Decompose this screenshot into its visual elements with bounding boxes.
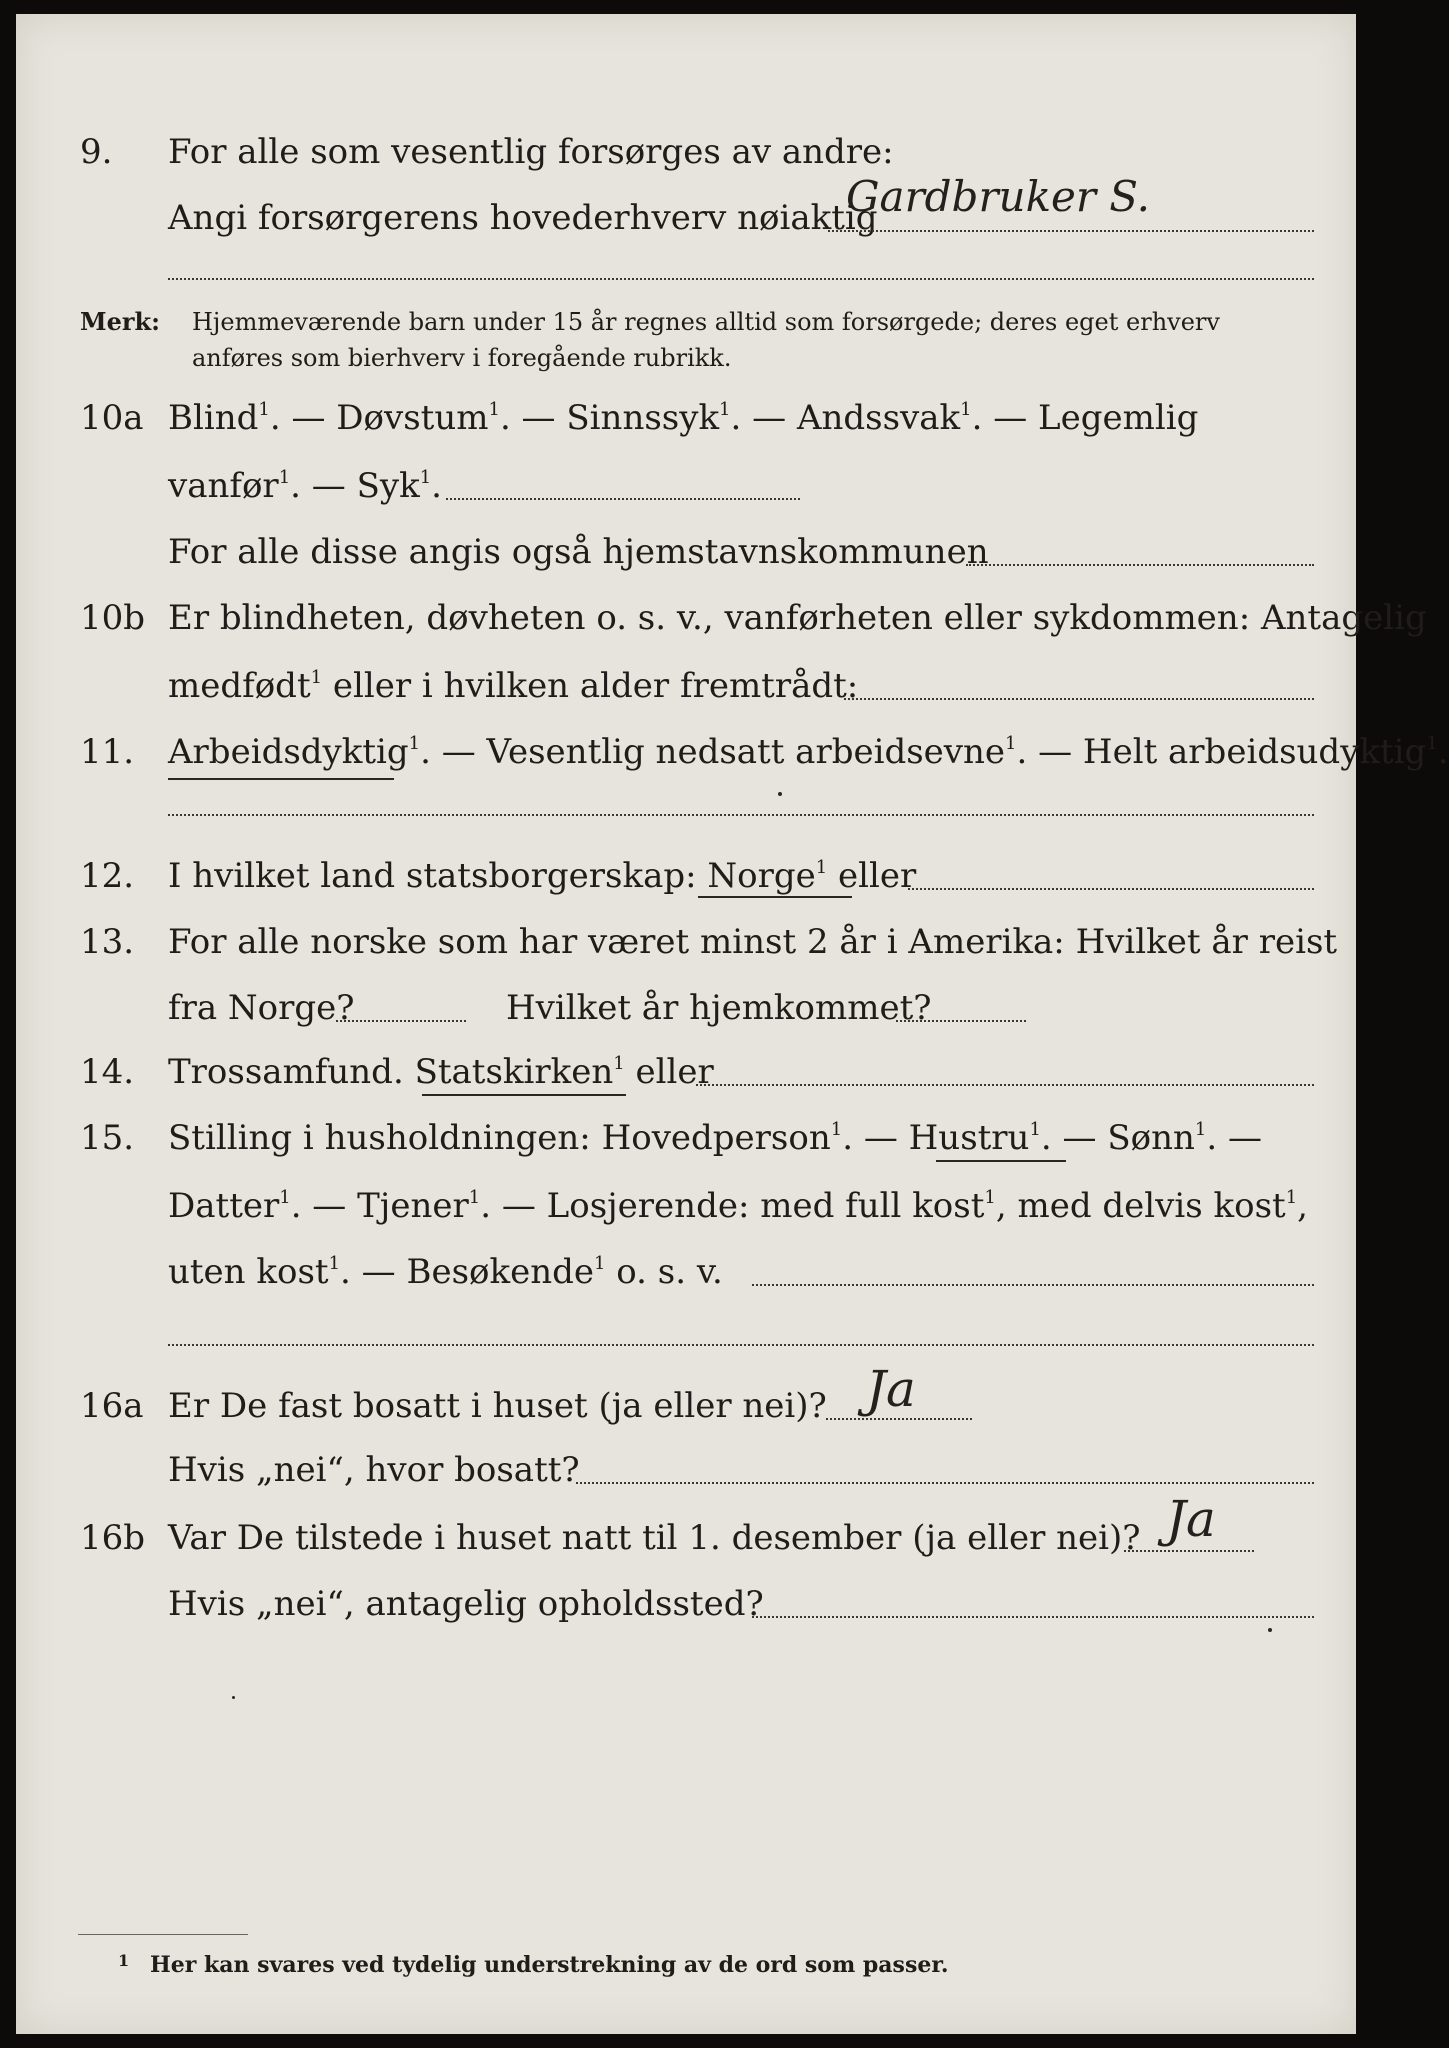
q9-question: For alle som vesentlig forsørges av andre:	[168, 132, 894, 172]
footnote-ref: 1	[279, 1187, 291, 1208]
footnote-ref: 1	[1029, 1119, 1041, 1140]
q10b-question: Er blindheten, døvheten o. s. v., vanførheten eller sykdommen: Antagelig	[168, 598, 1427, 638]
footnote-ref: 1	[488, 399, 500, 420]
q10a-syk-answer-line[interactable]	[446, 498, 800, 500]
q14-lead: Trossamfund.	[168, 1052, 404, 1092]
footnote-ref: 1	[258, 399, 270, 420]
q15-hustru-underline	[936, 1160, 1066, 1162]
footnote-ref: 1	[468, 1187, 481, 1208]
q11-arbeidsdyktig-underline	[168, 778, 394, 780]
option-vesentlig-nedsatt[interactable]: Vesentlig nedsatt arbeidsevne	[486, 732, 1006, 772]
q10a-options: Blind$^1$. — Døvstum$^1$. — Sinnssyk$^1$. — Andssvak$^1$. — Legemlig	[168, 398, 1199, 438]
option-dovstum[interactable]: Døvstum	[336, 398, 489, 438]
q14-eller: eller	[635, 1052, 714, 1092]
q14-answer-line[interactable]	[696, 1084, 1314, 1086]
q10a-hjemstavn: For alle disse angis også hjemstavnskommunen	[168, 532, 989, 572]
footnote-ref: 1	[613, 1053, 625, 1074]
option-helt-arbeidsudyktig[interactable]: Helt arbeidsudyktig	[1082, 732, 1427, 772]
ink-speck	[1268, 1628, 1272, 1632]
q12-eller: eller	[838, 856, 917, 896]
option-sonn[interactable]: Sønn	[1107, 1118, 1195, 1158]
option-statskirken[interactable]: Statskirken	[414, 1052, 614, 1092]
option-andssvak[interactable]: Andssvak	[796, 398, 961, 438]
q11-answer-line[interactable]	[168, 814, 1314, 816]
q14-statskirken-underline	[422, 1094, 626, 1096]
q16b-opholdssted-answer-line[interactable]	[752, 1616, 1314, 1618]
q16a-hvor-bosatt: Hvis „nei“, hvor bosatt?	[168, 1450, 580, 1490]
ink-speck	[778, 792, 782, 796]
q10a-hjemstavn-answer-line[interactable]	[966, 564, 1314, 566]
footnote-ref: 1	[1005, 733, 1017, 754]
q14-number: 14.	[80, 1052, 135, 1092]
q16b-answer-line[interactable]	[1124, 1550, 1254, 1552]
option-blind[interactable]: Blind	[168, 398, 259, 438]
footnote-ref: 1	[815, 857, 828, 878]
q15-extra-line[interactable]	[168, 1344, 1314, 1346]
q10a-options-cont: vanfør$^1$. — Syk$^1$.	[168, 466, 442, 506]
option-norge[interactable]: Norge	[707, 856, 816, 896]
q16b-handwritten-answer: Ja	[1166, 1490, 1216, 1548]
option-sinnssyk[interactable]: Sinnssyk	[566, 398, 720, 438]
q12-answer-line[interactable]	[908, 888, 1314, 890]
q11-number: 11.	[80, 732, 135, 772]
ink-speck	[232, 1696, 235, 1699]
q16b-opholdssted: Hvis „nei“, antagelig opholdssted?	[168, 1584, 764, 1624]
footnote-ref: 1	[1285, 1187, 1298, 1208]
option-uten-kost[interactable]: uten kost	[168, 1252, 329, 1292]
q14-question	[168, 1050, 714, 1094]
q10b-number: 10b	[80, 598, 146, 638]
q16a-question: Er De fast bosatt i huset (ja eller nei)?	[168, 1386, 827, 1426]
footnote-ref: 1	[278, 467, 291, 488]
q11-options: Arbeidsdyktig$^1$. — Vesentlig nedsatt arbeidsevne$^1$. — Helt arbeidsudyktig$^1$.	[168, 732, 1449, 772]
q10a-number: 10a	[80, 398, 144, 438]
q12-lead: I hvilket land statsborgerskap:	[168, 856, 697, 896]
q9-question-cont: Angi forsørgerens hovederhverv nøiaktig	[168, 198, 878, 238]
q16a-answer-line[interactable]	[826, 1418, 972, 1420]
footnote-ref: 1	[719, 399, 731, 420]
option-besokende[interactable]: Besøkende	[406, 1252, 594, 1292]
merk-text-cont: anføres som bierhverv i foregående rubrikk.	[192, 344, 732, 372]
q13-number: 13.	[80, 922, 135, 962]
option-arbeidsdyktig[interactable]: Arbeidsdyktig	[168, 732, 409, 772]
q9-extra-line	[168, 278, 1314, 280]
option-legemlig[interactable]: Legemlig	[1038, 398, 1199, 438]
footnote-text: Her kan svares ved tydelig understrekning av de ord som passer.	[150, 1952, 949, 1978]
footnote-ref: 1	[960, 399, 972, 420]
footnote-ref: 1	[328, 1253, 341, 1274]
q15-options-cont2: uten kost$^1$. — Besøkende$^1$ o. s. v.	[168, 1252, 723, 1292]
q10b-rest: eller i hvilken alder fremtrådt:	[332, 666, 859, 706]
footnote-ref: 1	[830, 1119, 843, 1140]
footnote-ref: 1	[1194, 1119, 1207, 1140]
q12-question	[168, 854, 916, 898]
merk-text: Hjemmeværende barn under 15 år regnes alltid som forsørgede; deres eget erhverv	[192, 308, 1220, 336]
footnote-ref: 1	[984, 1187, 996, 1208]
option-full-kost[interactable]: med full kost	[760, 1186, 985, 1226]
q9-number: 9.	[80, 132, 113, 172]
option-vanfor[interactable]: vanfør	[168, 466, 279, 506]
footnote-rule	[78, 1934, 248, 1935]
q15-question: Stilling i husholdningen: Hovedperson$^1$. — Hustru$^1$. — Sønn$^1$. —	[168, 1118, 1262, 1158]
census-form-page	[16, 14, 1449, 2034]
footnote-ref: 1	[419, 467, 432, 488]
q15-answer-line[interactable]	[752, 1284, 1314, 1286]
option-tjener[interactable]: Tjener	[357, 1186, 469, 1226]
q15-osv: o. s. v.	[616, 1252, 723, 1292]
footnote-mark: 1	[118, 1951, 130, 1970]
q9-handwritten-answer: Gardbruker S.	[846, 172, 1150, 221]
q9-answer-line	[828, 230, 1314, 232]
q15-losjerende: Losjerende:	[546, 1186, 750, 1226]
merk-label: Merk:	[80, 307, 160, 336]
q13-fra-answer-line[interactable]	[336, 1020, 466, 1022]
q12-number: 12.	[80, 856, 135, 896]
option-hovedperson[interactable]: Hovedperson	[601, 1118, 831, 1158]
q16a-handwritten-answer: Ja	[866, 1360, 916, 1418]
q15-lead: Stilling i husholdningen:	[168, 1118, 591, 1158]
q16b-question: Var De tilstede i huset natt til 1. desember (ja eller nei)?	[168, 1518, 1141, 1558]
q10b-answer-line[interactable]	[844, 698, 1314, 700]
q12-norge-underline	[698, 896, 852, 898]
footnote-ref: 1	[408, 733, 421, 754]
footnote-ref: 1	[594, 1253, 606, 1274]
q16a-bosatt-answer-line[interactable]	[576, 1482, 1314, 1484]
q16b-number: 16b	[80, 1518, 146, 1558]
q13-fra-norge: fra Norge?	[168, 988, 355, 1028]
q13-question: For alle norske som har været minst 2 år i Amerika: Hvilket år reist	[168, 922, 1338, 962]
q13-hjem-answer-line[interactable]	[896, 1020, 1026, 1022]
q15-options-cont: Datter$^1$. — Tjener$^1$. — Losjerende: med full kost$^1$, med delvis kost$^1$,	[168, 1186, 1308, 1226]
q16a-number: 16a	[80, 1386, 144, 1426]
option-delvis-kost[interactable]: med delvis kost	[1017, 1186, 1286, 1226]
option-medfodt[interactable]: medfødt	[168, 666, 311, 706]
footnote-ref: 1	[1426, 733, 1438, 754]
footnote-ref: 1	[310, 667, 323, 688]
q15-number: 15.	[80, 1118, 135, 1158]
option-hustru[interactable]: Hustru	[908, 1118, 1030, 1158]
q13-hjemkommet: Hvilket år hjemkommet?	[506, 988, 932, 1028]
q10b-question-cont	[168, 664, 858, 708]
option-datter[interactable]: Datter	[168, 1186, 280, 1226]
option-syk[interactable]: Syk	[356, 466, 420, 506]
